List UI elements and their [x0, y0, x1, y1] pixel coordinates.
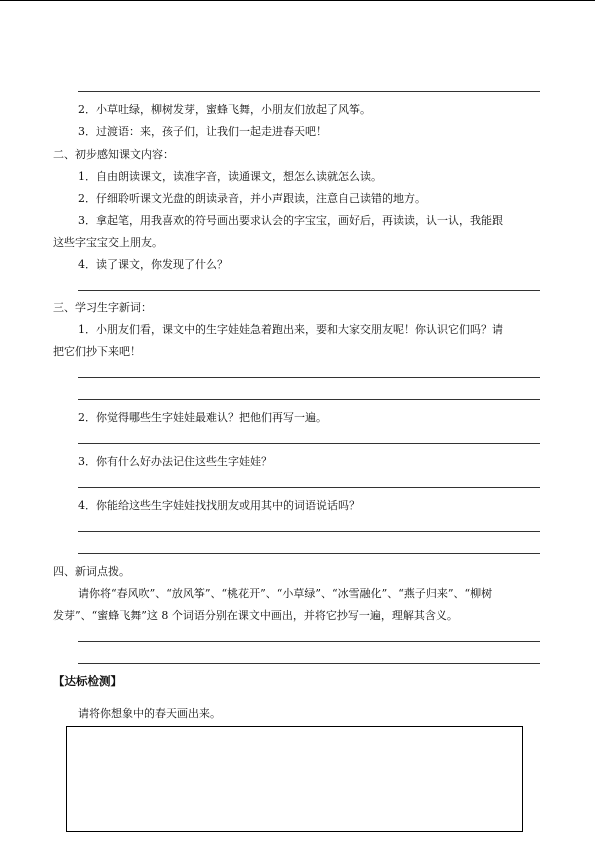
part-four-line-1: 请你将“春风吹”、“放风筝”、“桃花开”、“小草绿”、“冰雪融化”、“燕子归来”、“柳树	[78, 587, 493, 600]
answer-line	[78, 290, 540, 291]
part-three-item-4: 4．你能给这些生字娃娃找找朋友或用其中的词语说话吗？	[78, 499, 360, 512]
answer-line	[78, 487, 540, 488]
answer-line	[78, 553, 540, 554]
answer-line	[78, 663, 540, 664]
page-top-border	[0, 0, 595, 1]
answer-line	[78, 91, 540, 92]
drawing-box[interactable]	[66, 726, 523, 832]
part-three-item-2: 2．你觉得哪些生字娃娃最难认？把他们再写一遍。	[78, 411, 327, 424]
part-three-heading: 三、学习生字新词：	[53, 301, 152, 314]
part-one-item-3: 3．过渡语：来，孩子们，让我们一起走进春天吧！	[78, 125, 327, 138]
part-three-item-1-cont: 把它们抄下来吧！	[53, 345, 141, 358]
part-two-item-1: 1．自由朗读课文，读准字音，读通课文，想怎么读就怎么读。	[78, 170, 382, 183]
part-two-heading: 二、初步感知课文内容：	[53, 148, 174, 161]
answer-line	[78, 399, 540, 400]
part-three-item-3: 3．你有什么好办法记住这些生字娃娃？	[78, 455, 272, 468]
answer-line	[78, 641, 540, 642]
part-four-heading: 四、新词点拨。	[53, 565, 130, 578]
part-three-item-1: 1．小朋友们看，课文中的生字娃娃急着跑出来，要和大家交朋友呢！你认识它们吗？请	[78, 323, 503, 336]
assessment-title: 【达标检测】	[53, 674, 122, 688]
part-one-item-2: 2．小草吐绿，柳树发芽，蜜蜂飞舞，小朋友们放起了风筝。	[78, 103, 371, 116]
part-two-item-3-cont: 这些字宝宝交上朋友。	[53, 236, 163, 249]
assessment-instruction: 请将你想象中的春天画出来。	[78, 707, 221, 720]
part-two-item-4: 4．读了课文，你发现了什么？	[78, 258, 228, 271]
part-four-line-2: 发芽”、“蜜蜂飞舞”这 8 个词语分别在课文中画出，并将它抄写一遍，理解其含义。	[53, 609, 458, 622]
part-two-item-3: 3．拿起笔，用我喜欢的符号画出要求认会的字宝宝，画好后，再读读，认一认，我能跟	[78, 214, 503, 227]
part-two-item-2: 2．仔细聆听课文光盘的朗读录音，并小声跟读，注意自己读错的地方。	[78, 192, 426, 205]
answer-line	[78, 531, 540, 532]
answer-line	[78, 377, 540, 378]
answer-line	[78, 443, 540, 444]
